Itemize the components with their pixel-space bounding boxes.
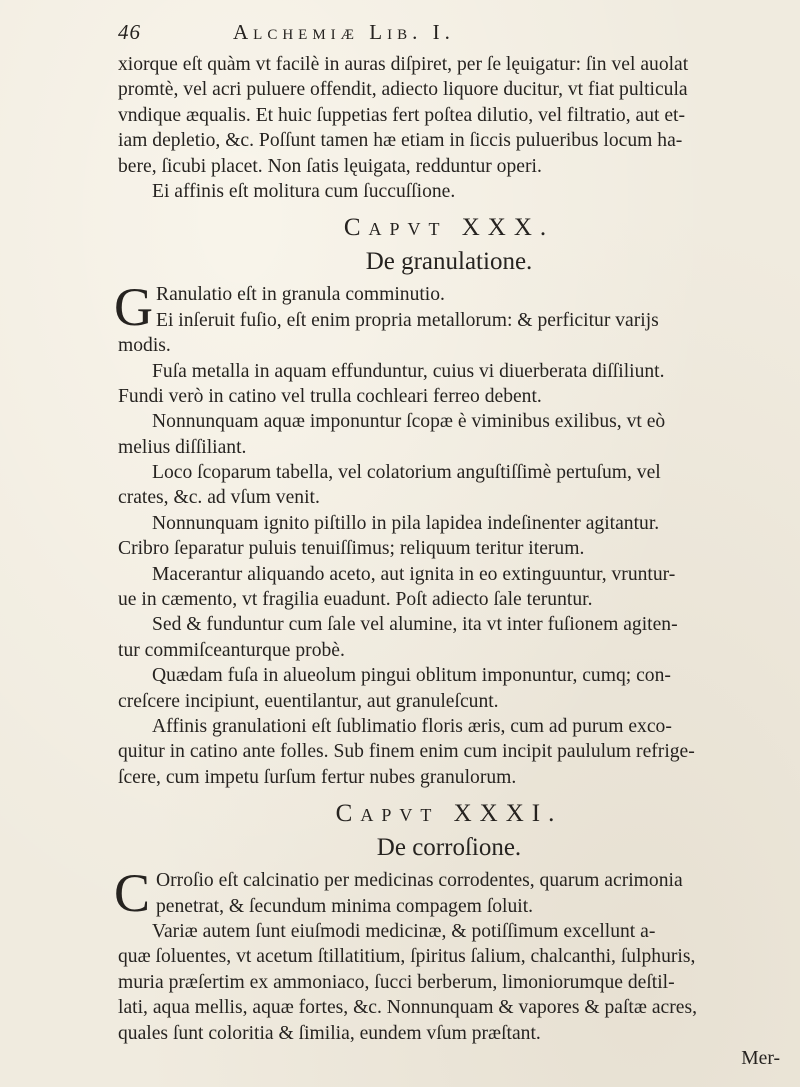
text-line: Affinis granulationi eſt ſublimatio floris æris, cum ad purum exco-	[152, 715, 672, 737]
chapter-opening	[114, 863, 780, 924]
running-head: Alchemiæ Lib. I.	[233, 20, 455, 44]
chapter-heading: Capvt XXXI.	[335, 800, 563, 828]
text-line: melius diſſiliant.	[118, 436, 247, 458]
text-line: Ei affinis eſt molitura cum ſuccuſſione.	[152, 180, 456, 202]
text-line: Quædam fuſa in alueolum pingui oblitum imponuntur, cumq; con-	[152, 665, 671, 687]
chapter-subtitle: De corroſione.	[376, 834, 522, 862]
text-line: ſcere, cum impetu ſurſum fertur nubes granulorum.	[118, 766, 517, 788]
text-line: quæ ſoluentes, vt acetum ſtillatitium, ſpiritus ſalium, chalcanthi, ſulphuris,	[118, 946, 696, 968]
text-line: Variæ autem ſunt eiuſmodi medicinæ, & potiſſimum excellunt a-	[152, 920, 656, 942]
text-line: xiorque eſt quàm vt facilè in auras diſpiret, per ſe lęuigatur: ſin vel auolat	[118, 54, 689, 75]
text-line: quales ſunt coloritia & ſimilia, eundem vſum præſtant.	[118, 1022, 541, 1044]
text-line: muria præſertim ex ammoniaco, ſucci berberum, limoniorumque deſtil-	[118, 971, 675, 993]
chapter-opening	[114, 277, 780, 338]
drop-cap: C	[114, 863, 151, 924]
text-line: iam depletio, &c. Poſſunt tamen hæ etiam in ſiccis pulueribus locum ha-	[118, 130, 683, 152]
text-line: penetrat, & ſecundum minima compagem ſoluit.	[156, 895, 534, 917]
text-line: Ranulatio eſt in granula comminutio.	[156, 284, 445, 306]
chapter-text	[118, 333, 780, 790]
text-line: Cribro ſeparatur puluis tenuiſſimus; reliquum teritur iterum.	[118, 538, 585, 560]
text-line: Macerantur aliquando aceto, aut ignita in eo extinguuntur, vruntur-	[152, 563, 676, 585]
text-line: creſcere incipiunt, euentilantur, aut granuleſcunt.	[118, 690, 499, 712]
text-line: vndique æqualis. Et huic ſuppetias fert poſtea dilutio, vel filtratio, aut et-	[118, 104, 685, 126]
text-line: modis.	[118, 335, 171, 357]
drop-cap: G	[114, 277, 153, 338]
chapter-subtitle: De granulatione.	[365, 248, 533, 276]
opening-paragraph	[118, 52, 780, 204]
text-line: Fundi verò in catino vel trulla cochleari ferreo debent.	[118, 385, 542, 407]
page-body	[114, 52, 780, 1071]
text-line: promtè, vel acri puluere offendit, adiecto liquore ducitur, vt fiat pulticula	[118, 79, 688, 101]
text-line: ue in cæmento, vt fragilia euadunt. Poſt adiecto ſale teruntur.	[118, 589, 593, 611]
chapter-text	[118, 919, 780, 1046]
text-line: Fuſa metalla in aquam effunduntur, cuius vi diuerberata diſſiliunt.	[152, 360, 665, 382]
text-line: Nonnunquam aquæ imponuntur ſcopæ è viminibus exilibus, vt eò	[152, 411, 666, 433]
text-line: quitur in catino ante folles. Sub finem enim cum incipit paululum refrige-	[118, 741, 695, 763]
text-line: tur commiſceanturque probè.	[118, 639, 345, 661]
catchword: Mer-	[741, 1047, 780, 1069]
text-line: Loco ſcoparum tabella, vel colatorium anguſtiſſimè pertuſum, vel	[152, 462, 661, 484]
text-line: bere, ſicubi placet. Non ſatis lęuigata, redduntur operi.	[118, 155, 542, 177]
page-number: 46	[118, 20, 141, 44]
text-line: Sed & funduntur cum ſale vel alumine, ita vt inter fuſionem agiten-	[152, 614, 678, 636]
text-line: Nonnunquam ignito piſtillo in pila lapidea indeſinenter agitantur.	[152, 512, 660, 534]
text-line: lati, aqua mellis, aquæ fortes, &c. Nonnunquam & vapores & paſtæ acres,	[118, 997, 697, 1019]
text-line: Orroſio eſt calcinatio per medicinas corrodentes, quarum acrimonia	[156, 870, 683, 892]
chapter-heading: Capvt XXX.	[343, 214, 555, 242]
text-line: Ei inſeruit fuſio, eſt enim propria metallorum: & perficitur varijs	[156, 309, 659, 331]
text-line: crates, &c. ad vſum venit.	[118, 487, 320, 509]
page-header	[118, 20, 778, 50]
